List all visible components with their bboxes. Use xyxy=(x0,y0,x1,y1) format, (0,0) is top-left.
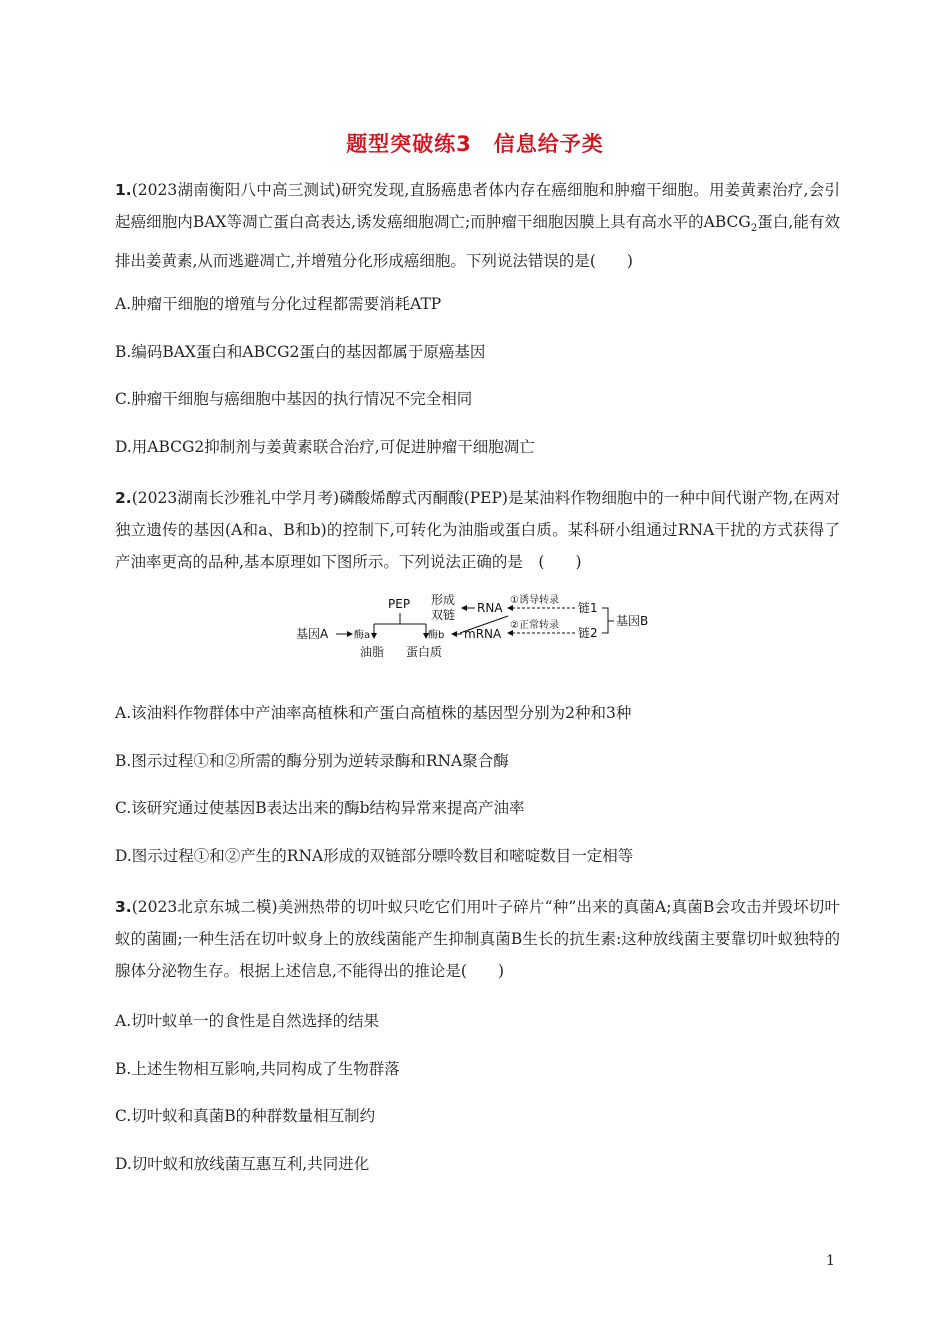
gene-expression-diagram xyxy=(290,588,670,668)
page-title: 题型突破练3 信息给予类 xyxy=(346,132,604,156)
option-b: B.图示过程①和②所需的酶分别为逆转录酶和RNA聚合酶 xyxy=(115,752,509,770)
option-b: B.编码BAX蛋白和ABCG2蛋白的基因都属于原癌基因 xyxy=(115,343,486,361)
chain-2-label: 链2 xyxy=(578,626,598,640)
page-number: 1 xyxy=(826,1253,835,1269)
question-text: (2023湖南长沙雅礼中学月考)磷酸烯醇式丙酮酸(PEP)是某油料作物细胞中的一种中间代谢产物,在两对独立遗传的基因(A和a、B和b)的控制下,可转化为油脂或蛋白质。某科研小组通过RNA干扰的方式获得了产油率更高的品种,基本原理如下图所示。下列说法正确的是 ( ) xyxy=(115,489,840,571)
double-strand-label-1: 形成 xyxy=(431,593,456,607)
question-number: 2. xyxy=(115,489,132,507)
option-d: D.图示过程①和②产生的RNA形成的双链部分嘌呤数目和嘧啶数目一定相等 xyxy=(115,847,634,865)
subscript: 2 xyxy=(750,223,758,235)
option-d: D.用ABCG2抑制剂与姜黄素联合治疗,可促进肿瘤干细胞凋亡 xyxy=(115,438,535,456)
gene-b-label: 基因B xyxy=(616,614,649,628)
option-d: D.切叶蚁和放线菌互惠互利,共同进化 xyxy=(115,1155,370,1173)
question-1-stem xyxy=(115,174,840,277)
gene-a-label: 基因A xyxy=(296,627,329,641)
option-b: B.上述生物相互影响,共同构成了生物群落 xyxy=(115,1060,400,1078)
question-text-cont: 蛋白,能有效排出姜黄素,从而逃避凋亡,并增殖分化形成癌细胞。下列说法错误的是( ) xyxy=(115,213,840,271)
question-text: (2023北京东城二模)美洲热带的切叶蚁只吃它们用叶子碎片“种”出来的真菌A;真菌B会攻击并毁坏切叶蚁的菌圃;一种生活在切叶蚁身上的放线菌能产生抑制真菌B生长的抗生素:这种放线菌主要靠切叶蚁独特的腺体分泌物生存。根据上述信息,不能得出的推论是( ) xyxy=(115,898,840,980)
question-number: 1. xyxy=(115,181,132,199)
option-a: A.肿瘤干细胞的增殖与分化过程都需要消耗ATP xyxy=(115,295,442,313)
double-strand-label-2: 双链 xyxy=(431,608,456,622)
step-2-label: ②正常转录 xyxy=(510,620,559,631)
chain-1-label: 链1 xyxy=(578,601,598,615)
option-c: C.切叶蚁和真菌B的种群数量相互制约 xyxy=(115,1107,376,1125)
option-a: A.切叶蚁单一的食性是自然选择的结果 xyxy=(115,1012,380,1030)
rna-label: RNA xyxy=(477,601,503,615)
question-number: 3. xyxy=(115,898,132,916)
pep-label: PEP xyxy=(388,597,411,611)
option-a: A.该油料作物群体中产油率高植株和产蛋白高植株的基因型分别为2种和3种 xyxy=(115,704,632,722)
mrna-label: mRNA xyxy=(464,627,502,641)
option-c: C.该研究通过使基因B表达出来的酶b结构异常来提高产油率 xyxy=(115,799,525,817)
enzyme-b-label: 酶b xyxy=(428,630,445,641)
oil-label: 油脂 xyxy=(360,645,385,659)
protein-label: 蛋白质 xyxy=(406,645,443,659)
option-c: C.肿瘤干细胞与癌细胞中基因的执行情况不完全相同 xyxy=(115,390,473,408)
question-2-stem xyxy=(115,482,840,578)
enzyme-a-label: 酶a xyxy=(354,630,371,641)
question-3-stem xyxy=(115,891,840,987)
step-1-label: ①诱导转录 xyxy=(510,595,559,606)
question-text: (2023湖南衡阳八中高三测试)研究发现,直肠癌患者体内存在癌细胞和肿瘤干细胞。用姜黄素治疗,会引起癌细胞内BAX等凋亡蛋白高表达,诱发癌细胞凋亡;而肿瘤干细胞因膜上具有高水平的ABCG xyxy=(115,181,840,231)
